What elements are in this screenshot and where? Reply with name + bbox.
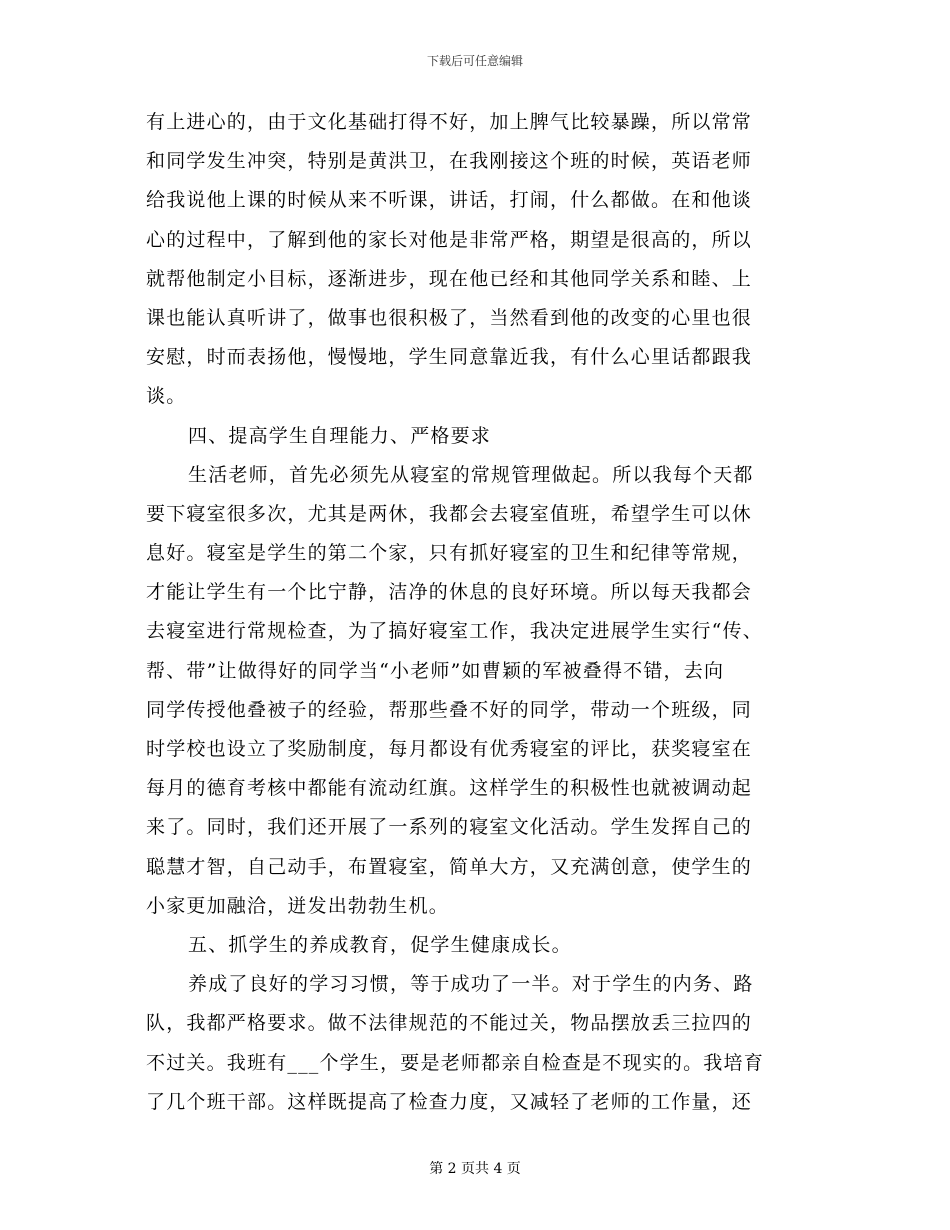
text-line: 去寝室进行常规检查，为了搞好寝室工作，我决定进展学生实行“传、 [146,620,763,643]
text-line: 帮、带”让做得好的同学当“小老师”如曹颖的军被叠得不错，去向 [146,659,725,682]
page-number: 第 2 页共 4 页 [429,1161,521,1177]
text-line: 要下寝室很多次，尤其是两休，我都会去寝室值班，希望学生可以休 [146,502,753,525]
text-line: 时学校也设立了奖励制度，每月都设有优秀寝室的评比，获奖寝室在 [146,738,753,760]
text-line: 了几个班干部。这样既提高了检查力度，又减轻了老师的工作量，还 [146,1090,753,1113]
text-line: 同学传授他叠被子的经验，帮那些叠不好的同学，带动一个班级，同 [146,698,753,721]
text-line: 不过关。我班有___个学生，要是老师都亲自检查是不现实的。我培育 [146,1051,764,1074]
text-line: 有上进心的，由于文化基础打得不好，加上脾气比较暴躁，所以常常 [146,111,753,133]
text-line: 小家更加融洽，迸发出勃勃生机。 [146,894,450,917]
text-line: 课也能认真听讲了，做事也很积极了，当然看到他的改变的心里也很 [146,306,753,329]
text-line: 来了。同时，我们还开展了一系列的寝室文化活动。学生发挥自己的 [146,816,753,839]
text-line: 四、提高学生自理能力、严格要求 [188,424,492,447]
text-line: 五、抓学生的养成教育，促学生健康成长。 [188,933,572,956]
page-header: 下载后可任意编辑 [426,54,523,68]
text-line: 和同学发生冲突，特别是黄洪卫，在我刚接这个班的时候，英语老师 [146,150,753,173]
text-line: 息好。寝室是学生的第二个家，只有抓好寝室的卫生和纪律等常规， [146,542,753,565]
text-line: 才能让学生有一个比宁静，洁净的休息的良好环境。所以每天我都会 [146,581,753,604]
text-line: 聪慧才智，自己动手，布置寝室，简单大方，又充满创意，使学生的 [146,855,753,878]
text-line: 心的过程中，了解到他的家长对他是非常严格，期望是很高的，所以 [146,228,753,251]
text-line: 养成了良好的学习习惯，等于成功了一半。对于学生的内务、路 [188,973,754,996]
text-line: 生活老师，首先必须先从寝室的常规管理做起。所以我每个天都 [188,463,754,486]
text-line: 给我说他上课的时候从来不听课，讲话，打闹，什么都做。在和他谈 [146,189,753,212]
text-line: 谈。 [146,385,187,408]
text-line: 安慰，时而表扬他，慢慢地，学生同意靠近我，有什么心里话都跟我 [146,346,753,369]
text-line: 就帮他制定小目标，逐渐进步，现在他已经和其他同学关系和睦、上 [146,267,753,290]
text-line: 队，我都严格要求。做不法律规范的不能过关，物品摆放丢三拉四的 [146,1012,753,1035]
text-line: 每月的德育考核中都能有流动红旗。这样学生的积极性也就被调动起 [146,777,753,800]
document-body [146,103,796,1122]
